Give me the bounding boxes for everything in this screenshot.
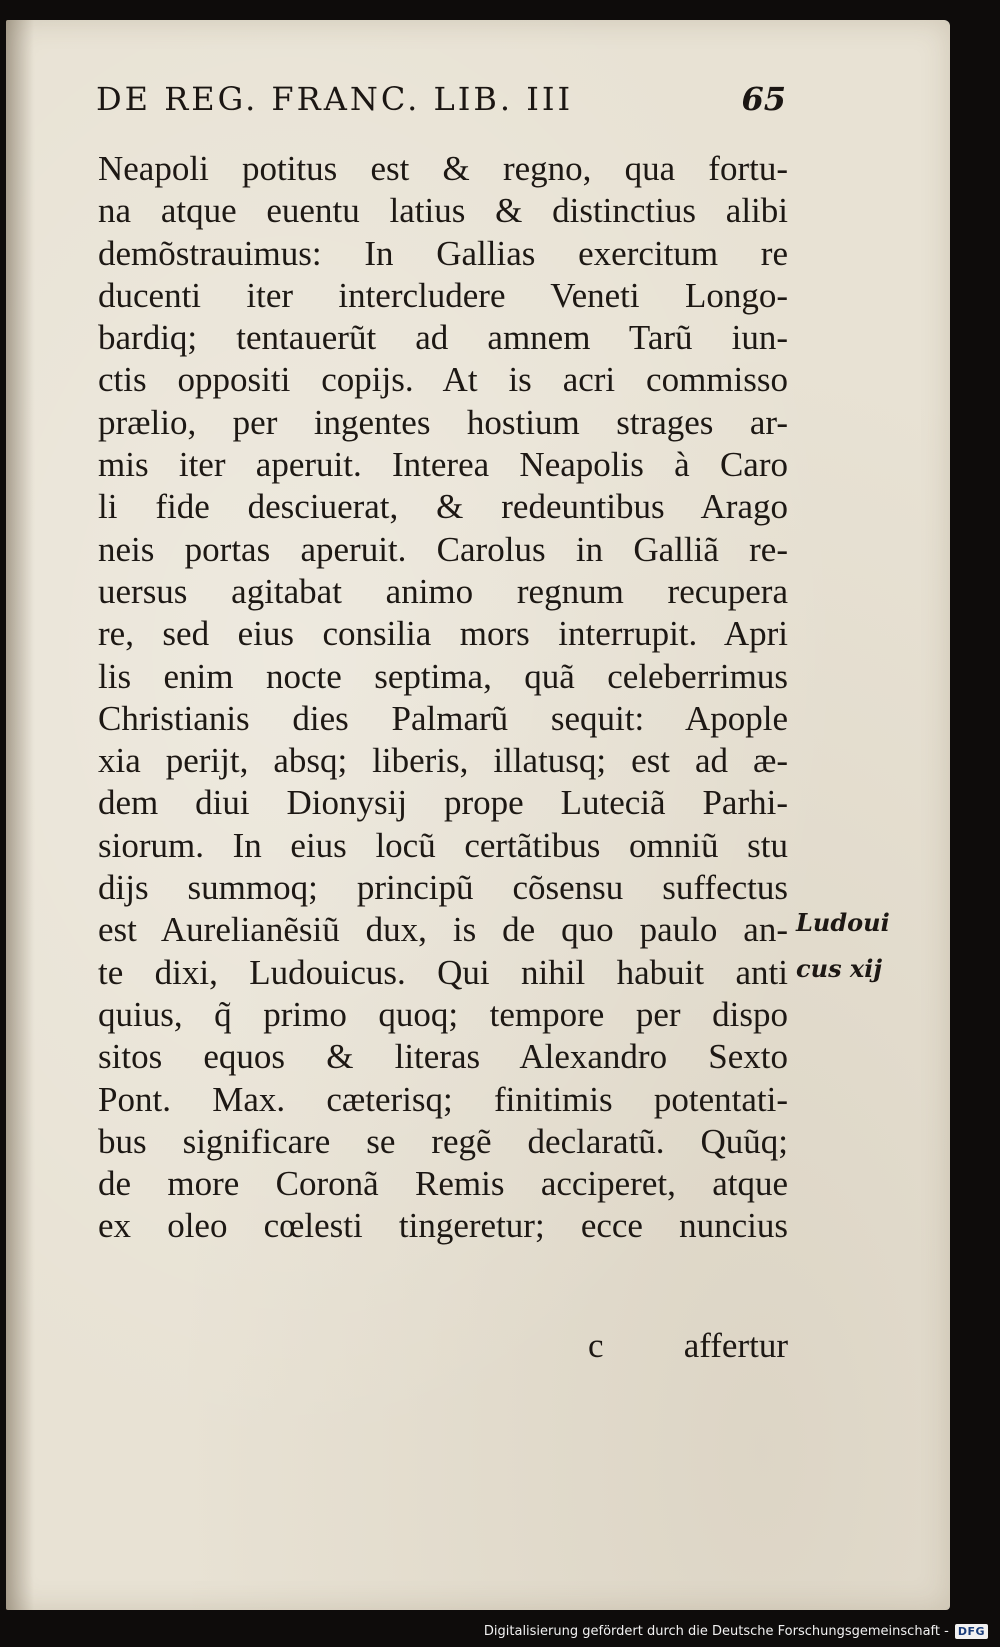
body-text [98,148,788,1248]
text-line: prælio, per ingentes hostium strages ar- [98,402,788,442]
text-line: re, sed eius consilia mors interrupit. Apri [98,614,788,654]
marginal-note-line: cus xij [796,954,883,983]
text-line: uersus agitabat animo regnum recupera [98,571,788,611]
text-line: demõstrauimus: In Gallias exercitum re [98,233,788,273]
page-gutter-shadow [6,20,34,1610]
text-line: ctis oppositi copijs. At is acri commisso [98,360,788,400]
running-title: DE REG. FRANC. LIB. III [96,80,574,118]
text-line: mis iter aperuit. Interea Neapolis à Caro [98,445,788,485]
text-line: bus significare se regẽ declaratũ. Quũq; [98,1121,788,1161]
dfg-logo-icon: DFG [955,1624,988,1639]
text-line: bardiq; tentauerũt ad amnem Tarũ iun- [98,318,788,358]
signature-mark: c [588,1326,604,1365]
text-line: ducenti iter intercludere Veneti Longo- [98,275,788,315]
text-line: sitos equos & literas Alexandro Sexto [98,1037,788,1077]
digitization-credit [484,1619,988,1643]
page-foot [98,1326,788,1374]
marginal-note-line: Ludoui [796,908,890,937]
text-line: dijs summoq; principũ cõsensu suffectus [98,868,788,908]
text-line: Christianis dies Palmarũ sequit: Apople [98,698,788,738]
credit-text: Digitalisierung gefördert durch die Deutsche Forschungsgemeinschaft - [483,1623,949,1639]
text-line: siorum. In eius locũ certãtibus omniũ stu [98,825,788,865]
text-line: Neapoli potitus est & regno, qua fortu- [98,149,788,188]
text-line: ex oleo cœlesti tingeretur; ecce nuncius [98,1206,788,1246]
running-header [96,76,786,122]
text-line: de more Coronã Remis acciperet, atque [98,1164,788,1204]
catchword: affertur [683,1326,788,1365]
text-line: li fide desciuerat, & redeuntibus Arago [98,487,788,527]
text-line: neis portas aperuit. Carolus in Galliã re- [98,529,788,569]
text-line: quius, q̃ primo quoq; tempore per dispo [98,994,788,1034]
book-page [6,20,950,1610]
marginal-note [796,900,906,992]
text-line: te dixi, Ludouicus. Qui nihil habuit anti [98,952,788,992]
text-line: lis enim nocte septima, quã celeberrimus [98,656,788,696]
text-line: Pont. Max. cæterisq; finitimis potentati- [98,1079,788,1119]
text-line: xia perijt, absq; liberis, illatusq; est ad æ- [98,741,788,781]
folio-number: 65 [741,80,786,118]
text-line: dem diui Dionysij prope Luteciã Parhi- [98,783,788,823]
text-line: na atque euentu latius & distinctius alibi [98,191,788,231]
text-line: est Aurelianẽsiũ dux, is de quo paulo an- [98,910,788,950]
